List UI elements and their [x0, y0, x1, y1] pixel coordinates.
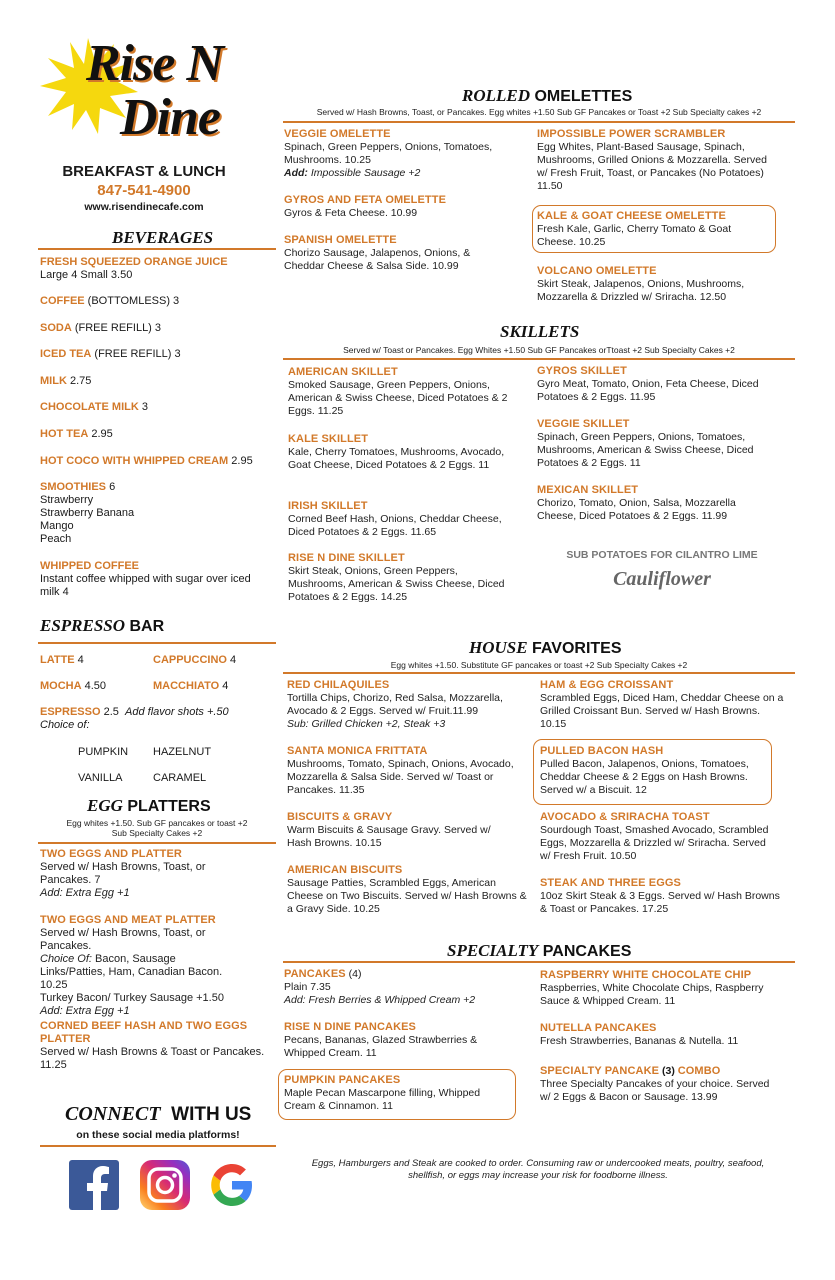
bev-iced-tea: ICED TEA (FREE REFILL) 3 — [40, 348, 181, 360]
bev-choc-milk: CHOCOLATE MILK 3 — [40, 401, 148, 413]
menu-item-rise-n-dine-skillet: RISE N DINE SKILLET Skirt Steak, Onions, Green Peppers, Mushrooms, American & Swiss Cheese, Diced Potatoes & 2 Eggs. 14.25 — [288, 552, 505, 603]
menu-item-specialty-combo: SPECIALTY PANCAKE (3) COMBO Three Specialty Pancakes of your choice. Served w/ 2 Eggs & Bacon or Sausage. 13.99 — [540, 1065, 770, 1103]
esp-espresso: ESPRESSO 2.5 Add flavor shots +.50 Choice of: — [40, 706, 229, 731]
menu-item-gyros-omelette: GYROS AND FETA OMELETTE Gyros & Feta Cheese. 10.99 — [284, 194, 447, 219]
pancakes-heading: SPECIALTY PANCAKES — [447, 941, 632, 960]
menu-item-mexican-skillet: MEXICAN SKILLET Chorizo, Tomato, Onion, Salsa, Mozzarella Cheese, Diced Potatoes & 2 Eggs. 11.99 — [537, 484, 736, 522]
menu-item-volcano-omelette: VOLCANO OMELETTE Skirt Steak, Jalapenos, Onions, Mushrooms, Mozzarella & Drizzled w/ Sriracha. 12.50 — [537, 265, 745, 303]
bev-soda: SODA (FREE REFILL) 3 — [40, 322, 162, 334]
website[interactable]: www.risendinecafe.com — [84, 201, 204, 213]
menu-item-veggie-omelette: VEGGIE OMELETTE Spinach, Green Peppers, Onions, Tomatoes, Mushrooms. 10.25 Add: Impossible Sausage +2 — [284, 128, 493, 179]
bev-hot-tea: HOT TEA 2.95 — [40, 428, 113, 440]
bev-whipped-coffee: WHIPPED COFFEE Instant coffee whipped with sugar over iced milk 4 — [40, 560, 251, 598]
menu-item-veggie-skillet: VEGGIE SKILLET Spinach, Green Peppers, Onions, Tomatoes, Mushrooms, American & Swiss Cheese, Diced Potatoes & 2 Eggs. 11 — [537, 418, 754, 469]
bev-smoothies: SMOOTHIES 6 Strawberry Strawberry Banana Mango Peach — [40, 481, 135, 545]
bev-coffee: COFFEE (BOTTOMLESS) 3 — [40, 295, 180, 307]
menu-item-pulled-bacon: PULLED BACON HASH Pulled Bacon, Jalapenos, Onions, Tomatoes, Cheddar Cheese & 2 Eggs on Hash Browns. Served w/ a Biscuit. 12 — [540, 745, 749, 796]
menu-item-pancakes: PANCAKES (4) Plain 7.35 Add: Fresh Berries & Whipped Cream +2 — [284, 968, 476, 1006]
cauliflower: Cauliflower — [613, 568, 711, 590]
menu-item-gyros-skillet: GYROS SKILLET Gyro Meat, Tomato, Onion, Feta Cheese, Diced Potatoes & 2 Eggs. 11.95 — [537, 365, 759, 403]
esp-cappuccino: CAPPUCCINO 4 — [153, 654, 237, 666]
menu-item-rise-n-dine-pancakes: RISE N DINE PANCAKES Pecans, Bananas, Glazed Strawberries & Whipped Cream. 11 — [284, 1021, 478, 1059]
phone[interactable]: 847-541-4900 — [97, 182, 191, 199]
instagram-icon[interactable] — [140, 1160, 190, 1210]
flavor-caramel: CARAMEL — [153, 772, 207, 784]
omelettes-sub: Served w/ Hash Browns, Toast, or Pancakes. Egg whites +1.50 Sub GF Pancakes or Toast +2 Sub Specialty cakes +2 — [316, 107, 762, 117]
menu-item-avocado-toast: AVOCADO & SRIRACHA TOAST Sourdough Toast, Smashed Avocado, Scrambled Eggs, Mozzarella & Drizzled w/ Sriracha. Served w/ Fresh Fruit. 10.50 — [540, 811, 769, 862]
menu-item-raspberry-pancakes: RASPBERRY WHITE CHOCOLATE CHIP Raspberries, White Chocolate Chips, Raspberry Sauce & Whipped Cream. 11 — [540, 969, 764, 1007]
bev-oj: FRESH SQUEEZED ORANGE JUICE Large 4 Small 3.50 — [40, 256, 228, 281]
connect-sub: on these social media platforms! — [76, 1129, 240, 1141]
bev-hot-coco: HOT COCO WITH WHIPPED CREAM 2.95 — [40, 455, 253, 467]
esp-macchiato: MACCHIATO 4 — [153, 680, 229, 692]
menu-item-american-biscuits: AMERICAN BISCUITS Sausage Patties, Scrambled Eggs, American Cheese on Two Biscuits. Served w/ Hash Browns & a Gravy Side. 10.25 — [287, 864, 527, 915]
menu-item-corned-beef: CORNED BEEF HASH AND TWO EGGS PLATTER Served w/ Hash Browns & Toast or Pancakes. 11.25 — [40, 1020, 265, 1071]
logo-line2: Dine — [120, 89, 220, 146]
smoothie-option: Strawberry — [40, 494, 94, 506]
flavor-vanilla: VANILLA — [78, 772, 123, 784]
flavor-pumpkin: PUMPKIN — [78, 746, 129, 758]
menu-item-kale-skillet: KALE SKILLET Kale, Cherry Tomatoes, Mushrooms, Avocado, Goat Cheese, Diced Potatoes & 2 Eggs. 11 — [288, 433, 505, 471]
tagline: BREAKFAST & LUNCH — [62, 163, 226, 180]
house-sub: Egg whites +1.50. Substitute GF pancakes or toast +2 Sub Specialty Cakes +2 — [390, 660, 688, 670]
espresso-rule — [38, 642, 276, 644]
google-icon[interactable] — [205, 1158, 259, 1212]
flavor-hazelnut: HAZELNUT — [153, 746, 212, 758]
pancakes-rule — [283, 961, 795, 963]
skillets-heading: SKILLETS — [500, 322, 580, 341]
menu-item-irish-skillet: IRISH SKILLET Corned Beef Hash, Onions, Cheddar Cheese, Diced Potatoes & 2 Eggs. 11.65 — [288, 500, 502, 538]
house-heading: HOUSE FAVORITES — [469, 638, 622, 657]
menu-item-biscuits-gravy: BISCUITS & GRAVY Warm Biscuits & Sausage Gravy. Served w/ Hash Browns. 10.15 — [287, 811, 491, 849]
logo — [28, 28, 253, 158]
esp-mocha: MOCHA 4.50 — [40, 680, 107, 692]
menu-item-ham-croissant: HAM & EGG CROISSANT Scrambled Eggs, Diced Ham, Cheddar Cheese on a Grilled Croissant Bun. Served w/ Hash Browns. 10.15 — [540, 679, 784, 730]
skillets-sub: Served w/ Toast or Pancakes. Egg Whites +1.50 Sub GF Pancakes orTtoast +2 Sub Specialty Cakes +2 — [343, 345, 735, 355]
smoothie-option: Mango — [40, 520, 74, 532]
beverages-heading: BEVERAGES — [112, 228, 214, 247]
sub-potatoes: SUB POTATOES FOR CILANTRO LIME — [566, 549, 758, 561]
menu-item-pumpkin-pancakes: PUMPKIN PANCAKES Maple Pecan Mascarpone filling, Whipped Cream & Cinnamon. 11 — [284, 1074, 481, 1112]
connect-rule — [40, 1145, 276, 1147]
disclaimer: Eggs, Hamburgers and Steak are cooked to order. Consuming raw or undercooked meats, poultry, seafood, shellfish, or eggs may increase your risk for foodborne illness. — [311, 1158, 765, 1181]
menu-item-two-eggs-meat: TWO EGGS AND MEAT PLATTER Served w/ Hash Browns, Toast, or Pancakes. Choice Of: Bacon, Sausage Links/Patties, Ham, Canadian Bacon. 10.25 Turkey Bacon/ Turkey Sausage +1.50 Add: Extra Egg +1 — [40, 914, 224, 1017]
menu-item-impossible-scrambler: IMPOSSIBLE POWER SCRAMBLER Egg Whites, Plant-Based Sausage, Spinach, Mushrooms, Grilled Onions & Mozzarella. Served w/ Fresh Fruit, Toast, or Pancakes (No Potatoes) 11.50 — [537, 128, 767, 192]
esp-latte: LATTE 4 — [40, 654, 84, 666]
menu-item-steak-eggs: STEAK AND THREE EGGS 10oz Skirt Steak & 3 Eggs. Served w/ Hash Browns & Toast or Pancakes. 17.25 — [540, 877, 780, 915]
egg-platters-heading: EGG PLATTERS — [87, 796, 211, 815]
skillets-rule — [283, 358, 795, 360]
menu-item-spanish-omelette: SPANISH OMELETTE Chorizo Sausage, Jalapenos, Onions, & Cheddar Cheese & Salsa Side. 10.99 — [284, 234, 471, 272]
facebook-icon[interactable] — [69, 1160, 119, 1210]
menu-item-santa-monica: SANTA MONICA FRITTATA Mushrooms, Tomato, Spinach, Onions, Avocado, Mozzarella & Salsa Side. Served w/ Toast or Pancakes. 11.35 — [287, 745, 514, 796]
menu-item-two-eggs: TWO EGGS AND PLATTER Served w/ Hash Browns, Toast, or Pancakes. 7 Add: Extra Egg +1 — [40, 848, 206, 899]
menu-item-kale-omelette: KALE & GOAT CHEESE OMELETTE Fresh Kale, Garlic, Cherry Tomato & Goat Cheese. 10.25 — [537, 210, 732, 248]
egg-platters-rule — [38, 842, 276, 844]
bev-milk: MILK 2.75 — [40, 375, 92, 387]
egg-platters-sub-1: Egg whites +1.50. Sub GF pancakes or toast +2 — [66, 818, 248, 828]
omelettes-heading: ROLLED OMELETTES — [462, 86, 633, 105]
beverages-rule — [38, 248, 276, 250]
connect-heading: CONNECT WITH US — [65, 1103, 252, 1125]
menu-item-nutella-pancakes: NUTELLA PANCAKES Fresh Strawberries, Bananas & Nutella. 11 — [540, 1022, 739, 1047]
house-rule — [283, 672, 795, 674]
smoothie-option: Peach — [40, 533, 72, 545]
smoothie-option: Strawberry Banana — [40, 507, 135, 519]
omelettes-rule — [283, 121, 795, 123]
menu-item-american-skillet: AMERICAN SKILLET Smoked Sausage, Green Peppers, Onions, American & Swiss Cheese, Diced Potatoes & 2 Eggs. 11.25 — [288, 366, 508, 417]
espresso-heading: ESPRESSO BAR — [40, 616, 165, 635]
egg-platters-sub-2: Sub Specialty Cakes +2 — [111, 828, 203, 838]
menu-item-red-chilaquiles: RED CHILAQUILES Tortilla Chips, Chorizo, Red Salsa, Mozzarella, Avocado & 2 Eggs. Served w/ Fruit.11.99 Sub: Grilled Chicken +2, Steak +3 — [287, 679, 503, 730]
logo-line1: Rise N — [86, 35, 223, 92]
